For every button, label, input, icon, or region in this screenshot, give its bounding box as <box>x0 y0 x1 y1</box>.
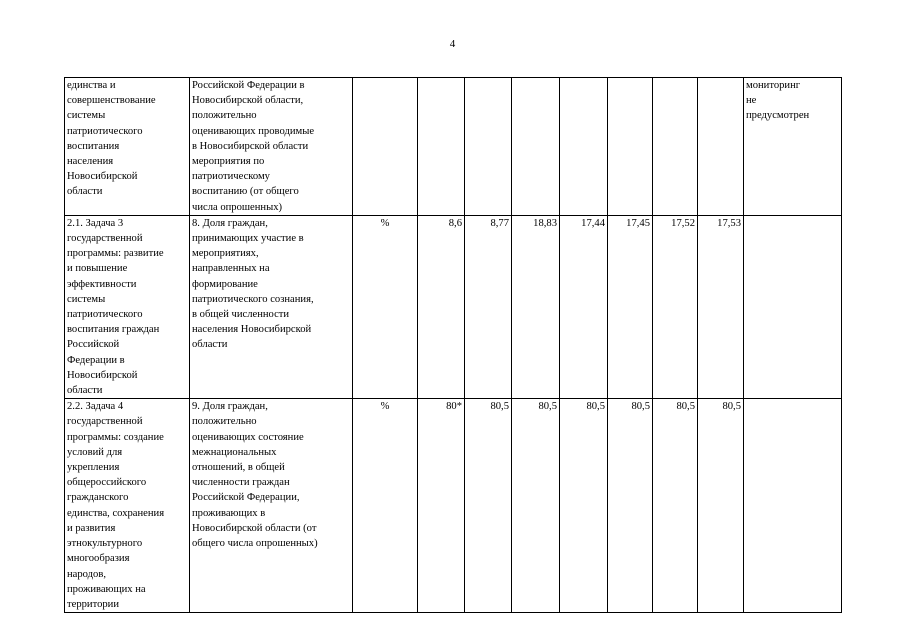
goal-text: 2.2. Задача 4 государственной программы: создание условий для укрепления общероссийского гражданского единства, сохранения и развития этнокультурного многообразия народов, проживающих на территории <box>67 401 165 610</box>
value-cell: 80,5 <box>512 399 560 613</box>
table-row <box>65 215 842 398</box>
indicator-cell <box>190 78 353 216</box>
value-cell: 18,83 <box>512 215 560 398</box>
value-cell: 8,77 <box>465 215 512 398</box>
indicators-table <box>64 77 842 613</box>
goal-cell <box>65 399 190 613</box>
value-cell: 17,53 <box>698 215 744 398</box>
goal-cell <box>65 215 190 398</box>
table-row <box>65 399 842 613</box>
indicator-text: Российской Федерации в Новосибирской области, положительно оценивающих проводимые в Новосибирской области мероприятия по патриотическому воспитанию (от общего числа опрошенных) <box>192 80 315 213</box>
note-text: мониторинг не предусмотрен <box>746 80 810 122</box>
value-cell <box>698 78 744 216</box>
note-cell <box>744 78 842 216</box>
value-cell: 17,44 <box>560 215 608 398</box>
value-cell <box>560 78 608 216</box>
value-cell: 17,45 <box>608 215 653 398</box>
goal-text: единства и совершенствование системы патриотического воспитания населения Новосибирской области <box>67 80 156 198</box>
page-number: 4 <box>449 38 456 50</box>
indicator-text: 9. Доля граждан, положительно оценивающих состояние межнациональных отношений, в общей численности граждан Российской Федерации, проживающих в Новосибирской области (от общего числа опрошенных) <box>192 401 318 550</box>
unit-cell: % <box>353 399 418 613</box>
value-cell: 80,5 <box>698 399 744 613</box>
value-cell <box>653 78 698 216</box>
value-cell <box>512 78 560 216</box>
unit-cell <box>353 78 418 216</box>
goal-cell <box>65 78 190 216</box>
value-cell: 80* <box>418 399 465 613</box>
indicator-cell <box>190 399 353 613</box>
indicator-cell <box>190 215 353 398</box>
value-cell <box>608 78 653 216</box>
indicator-text: 8. Доля граждан, принимающих участие в мероприятиях, направленных на формирование патриотического сознания, в общей численности населения Новосибирской области <box>192 217 314 351</box>
note-cell <box>744 215 842 398</box>
value-cell <box>465 78 512 216</box>
value-cell: 80,5 <box>560 399 608 613</box>
value-cell: 8,6 <box>418 215 465 398</box>
value-cell: 80,5 <box>608 399 653 613</box>
value-cell <box>418 78 465 216</box>
goal-text: 2.1. Задача 3 государственной программы: развитие и повышение эффективности системы патриотического воспитания граждан Российской Федерации в Новосибирской области <box>67 217 164 397</box>
value-cell: 80,5 <box>653 399 698 613</box>
unit-cell: % <box>353 215 418 398</box>
table-row <box>65 78 842 216</box>
value-cell: 17,52 <box>653 215 698 398</box>
note-cell <box>744 399 842 613</box>
value-cell: 80,5 <box>465 399 512 613</box>
